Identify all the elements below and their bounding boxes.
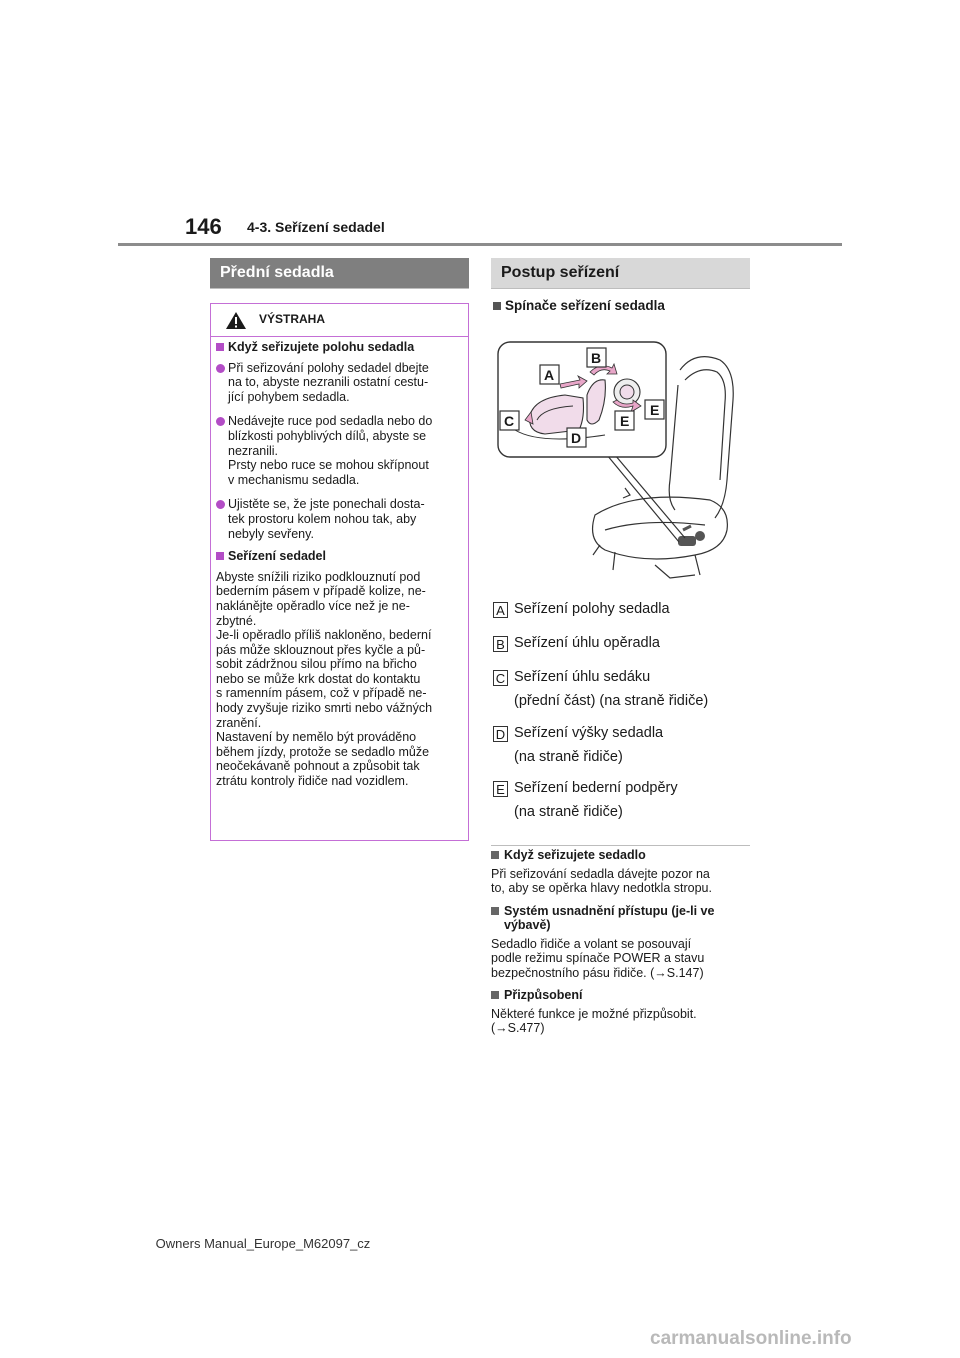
- square-bullet-icon: [216, 343, 224, 351]
- legend-sub-e: (na straně řidiče): [514, 804, 623, 820]
- watermark: carmanualsonline.info: [650, 1328, 852, 1349]
- legend-text-d: Seřízení výšky sedadla: [514, 725, 664, 741]
- square-bullet-icon: [491, 907, 499, 915]
- note-title-easy-access: Systém usnadnění přístupu (je-li ve výbavě): [491, 904, 753, 933]
- header-rule: [118, 243, 842, 246]
- seat-switch-illustration: [495, 340, 750, 580]
- legend-text-e: Seřízení bederní podpěry: [514, 780, 678, 796]
- legend-text-b: Seřízení úhlu opěradla: [514, 635, 660, 651]
- warning-section-2-text: Abyste snížili riziko podklouznutí pod bederním pásem v případě kolize, ne- nakláněјte opěradlo více než je ne- zbytné. Je-li opěradlo příliš nakloněno, bederní pás může sklouznout přes kyčle a pů- sobit zádržnou silou přímo na břicho nebo se může krk dostat do kontaktu s ramenním pásem, což v případě ne- hody zvyšuje riziko smrti nebo vážných zranění. Nastavení by nemělo být prováděno během jízdy, protože se sedadlo může neočekávaně pohnout a způsobit tak ztrátu kontroly řidiče nad vozidlem.: [216, 569, 433, 789]
- warning-content: [216, 340, 464, 789]
- warning-section-1-title: Když seřizujete polohu sedadla: [216, 340, 464, 355]
- figure-label-a: A: [544, 367, 555, 383]
- figure-label-d: D: [571, 430, 582, 446]
- note-title-adjusting: Když seřizujete sedadlo: [491, 848, 753, 863]
- note-body-easy-access: Sedadlo řidiče a volant se posouvají podle režimu spínače POWER a stavu bezpečnostního pásu řidiče. (→S.147): [491, 936, 705, 980]
- section-title: 4-3. Seřízení sedadel: [247, 219, 385, 235]
- switches-subheading: Spínače seřízení sedadla: [493, 298, 665, 313]
- footer: Owners Manual_Europe_M62097_cz: [155, 1236, 371, 1251]
- note-body-adjusting: Při seřizování sedadla dávejte pozor na to, aby se opěrka hlavy nedotkla stropu.: [491, 866, 712, 895]
- seat-side-controls: [678, 526, 705, 546]
- legend-text-a: Seřízení polohy sedadla: [514, 601, 670, 617]
- band-adjustment-procedure: Postup seřízení: [491, 258, 750, 289]
- note-title-customization: Přizpůsobení: [491, 988, 753, 1003]
- legend-key-e: E: [493, 781, 508, 797]
- warning-bullet: Nedávejte ruce pod sedadla nebo do blízkosti pohyblivých dílů, abyste se nezranili. Prsty nebo ruce se mohou skřípnout v mechanismu sedadla.: [216, 414, 464, 487]
- legend-key-b: B: [493, 636, 508, 652]
- legend-key-d: D: [493, 726, 508, 742]
- square-bullet-icon: [491, 851, 499, 859]
- round-bullet-icon: [216, 500, 225, 509]
- square-bullet-icon: [491, 991, 499, 999]
- legend-text-c: Seřízení úhlu sedáku: [514, 669, 651, 685]
- warning-box: [210, 303, 469, 841]
- square-bullet-icon: [493, 302, 501, 310]
- round-bullet-icon: [216, 364, 225, 373]
- legend-key-a: A: [493, 602, 508, 618]
- notes: [491, 848, 753, 1044]
- warning-section-2-title: Seřízení sedadel: [216, 549, 464, 564]
- warning-header: [211, 304, 468, 337]
- legend-key-c: C: [493, 670, 508, 686]
- note-body-customization: Některé funkce je možné přizpůsobit. (→S.477): [491, 1006, 697, 1035]
- warning-triangle-icon: [225, 311, 247, 330]
- square-bullet-icon: [216, 552, 224, 560]
- warning-bullet: Při seřizování polohy sedadel dbejte na to, abyste nezranili ostatní cestu- jící pohybem sedadla.: [216, 361, 464, 405]
- round-bullet-icon: [216, 417, 225, 426]
- band-front-seats: Přední sedadla: [210, 258, 469, 289]
- figure-label-b: B: [591, 350, 602, 366]
- figure-label-e-left: E: [620, 413, 630, 429]
- warning-bullet: Ujistěte se, že jste ponechali dosta- tek prostoru kolem nohou tak, aby nebyly sevřeny.: [216, 497, 464, 541]
- legend-sub-c: (přední část) (na straně řidiče): [514, 693, 709, 709]
- figure-label-e-right: E: [650, 402, 660, 418]
- figure-label-c: C: [504, 413, 515, 429]
- warning-title: VÝSTRAHA: [259, 312, 326, 326]
- notes-divider: [491, 845, 750, 846]
- page-number: 146: [185, 214, 222, 239]
- legend-sub-d: (na straně řidiče): [514, 749, 623, 765]
